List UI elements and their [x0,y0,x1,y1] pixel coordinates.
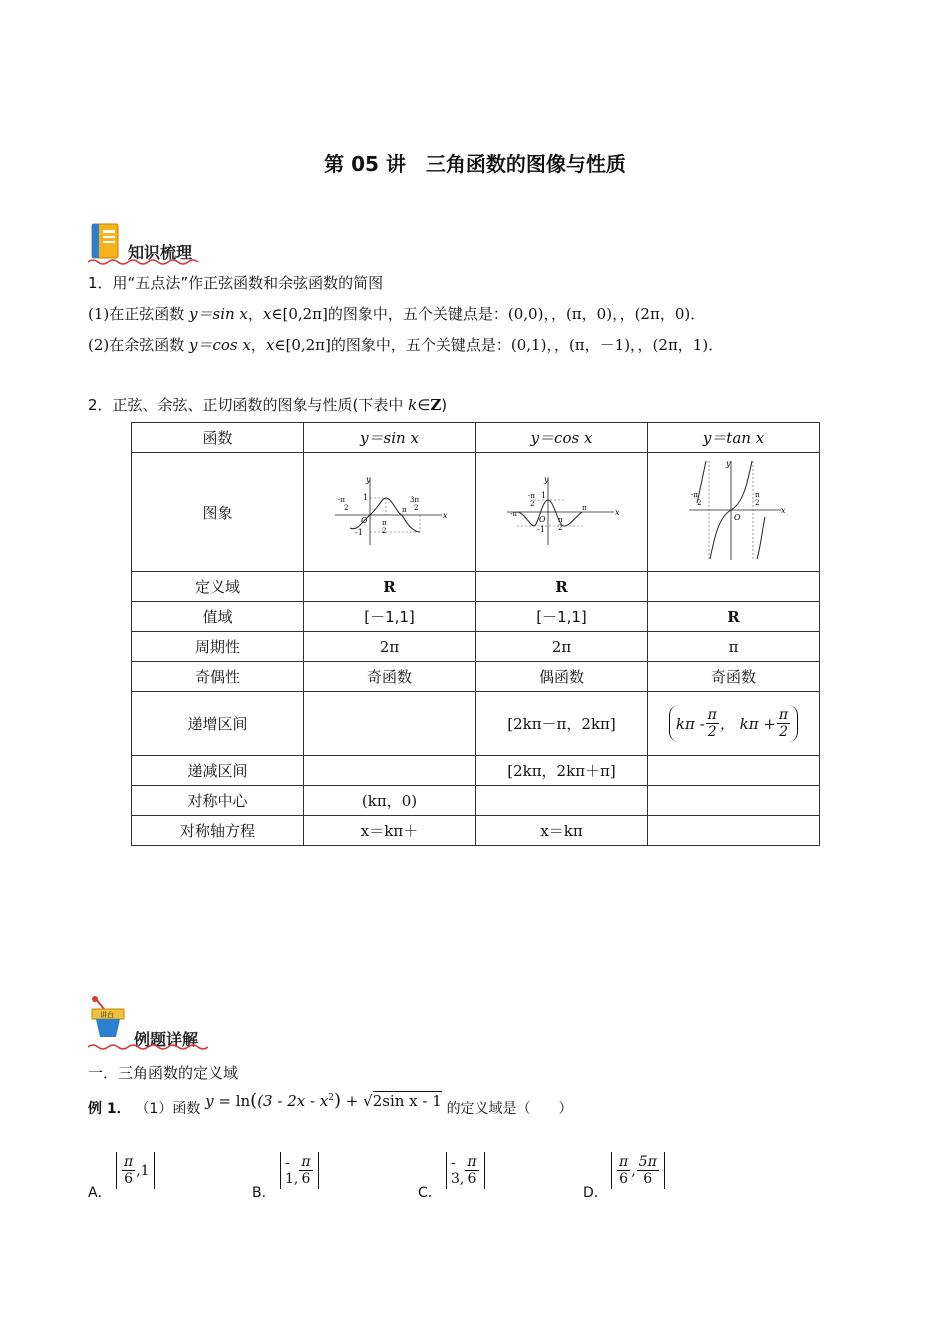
svg-text:O: O [538,515,546,524]
intro-para-1: (1)在正弦函数 y＝sin x，x∈[0,2π]的图象中，五个关键点是：(0,0)，，(π，0)，，(2π，0)． [88,305,706,323]
cell [648,572,820,602]
svg-text:y: y [725,459,731,468]
intro-heading-1: 1．用“五点法”作正弦函数和余弦函数的简图 [88,274,384,292]
svg-text:π: π [754,491,760,499]
svg-text:π: π [581,504,587,512]
sin-graph [330,470,450,550]
cell: [2kπ－π，2kπ] [476,692,648,756]
svg-text:2: 2 [343,504,348,512]
svg-text:-π: -π [337,496,345,504]
cell: π [648,632,820,662]
intro-para-2: (2)在余弦函数 y＝cos x，x∈[0,2π]的图象中，五个关键点是：(0,1)，，(π，－1)，，(2π，1)． [88,336,724,354]
svg-text:讲台: 讲台 [100,1011,114,1019]
header-cell: 函数 [132,423,304,453]
table-row [132,602,820,632]
podium-icon [88,995,132,1043]
cell: 偶函数 [476,662,648,692]
table-row [132,632,820,662]
table-row [132,453,820,572]
svg-text:-1: -1 [536,525,545,534]
knowledge-title: 知识梳理 [128,243,193,262]
row-label: 定义域 [132,572,304,602]
row-label: 奇偶性 [132,662,304,692]
svg-text:2: 2 [754,499,759,507]
row-label: 值域 [132,602,304,632]
wavy-underline [88,258,203,266]
table-row [132,756,820,786]
cell: 奇函数 [648,662,820,692]
properties-table [131,422,820,846]
cell [476,786,648,816]
svg-text:1: 1 [540,491,546,500]
svg-text:x: x [614,508,620,517]
cell [304,756,476,786]
cell [648,786,820,816]
table-row [132,786,820,816]
tan-graph [679,455,789,565]
svg-text:π: π [381,519,387,527]
table-row [132,662,820,692]
row-label: 递减区间 [132,756,304,786]
cos-graph-cell [476,453,648,572]
cell: R [304,572,476,602]
cell: R [476,572,648,602]
svg-text:π: π [557,516,563,524]
cos-graph [502,470,622,550]
svg-text:-π: -π [509,510,517,518]
svg-text:x: x [442,511,448,520]
svg-text:3π: 3π [409,496,419,504]
svg-text:O: O [360,516,368,525]
svg-text:2: 2 [529,500,534,508]
row-label: 图象 [132,453,304,572]
wavy-underline [88,1043,208,1051]
function-formula: $y = \ln((3 - 2x - x^2) + √2\sin$ x - 1 [205,1090,442,1111]
svg-text:2: 2 [696,499,701,507]
cell: 2π [476,632,648,662]
cell [304,692,476,756]
tan-increasing-interval: kπ - $\frac{\pi}{2}$ ， kπ + $\frac{\pi}{2}$ [669,705,798,742]
sin-graph-cell [304,453,476,572]
cell: x＝kπ＋ [304,816,476,846]
cell [648,692,820,756]
example-section-heading: 一．三角函数的定义域 [88,1064,239,1082]
svg-text:x: x [780,506,786,515]
cell [648,756,820,786]
cell: [2kπ，2kπ＋π] [476,756,648,786]
svg-text:-π: -π [527,492,535,500]
svg-text:-π: -π [690,491,698,499]
cell: x＝kπ [476,816,648,846]
svg-text:π: π [401,506,407,514]
svg-text:O: O [733,513,741,522]
cell: R [648,602,820,632]
table-row [132,692,820,756]
example-1: 例 1． （1）函数 $y = \ln((3 - 2x - x^2) + √2\sin$ x - 1 的定义域是（ ） [88,1090,573,1117]
intro-heading-2: 2．正弦、余弦、正切函数的图象与性质(下表中 k∈Z) [88,396,448,414]
page-title: 第 05 讲 三角函数的图像与性质 [324,152,626,176]
header-cell: y＝cos x [476,423,648,453]
knowledge-header [88,222,208,264]
svg-text:2: 2 [557,524,562,532]
table-row [132,572,820,602]
cell: [－1,1] [476,602,648,632]
svg-text:2: 2 [413,504,418,512]
examples-title: 例题详解 [134,1030,199,1049]
svg-text:2: 2 [381,527,386,535]
tan-graph-cell [648,453,820,572]
header-cell: y＝tan x [648,423,820,453]
svg-text:1: 1 [362,493,368,502]
table-header-row [132,423,820,453]
cell: (kπ，0) [304,786,476,816]
examples-header [88,995,218,1049]
cell [648,816,820,846]
row-label: 递增区间 [132,692,304,756]
cell: [－1,1] [304,602,476,632]
header-cell: y＝sin x [304,423,476,453]
row-label: 对称中心 [132,786,304,816]
svg-text:y: y [543,475,549,484]
row-label: 周期性 [132,632,304,662]
cell: 2π [304,632,476,662]
svg-text:y: y [365,475,371,484]
table-row [132,816,820,846]
cell: 奇函数 [304,662,476,692]
row-label: 对称轴方程 [132,816,304,846]
svg-text:-1: -1 [354,528,363,537]
